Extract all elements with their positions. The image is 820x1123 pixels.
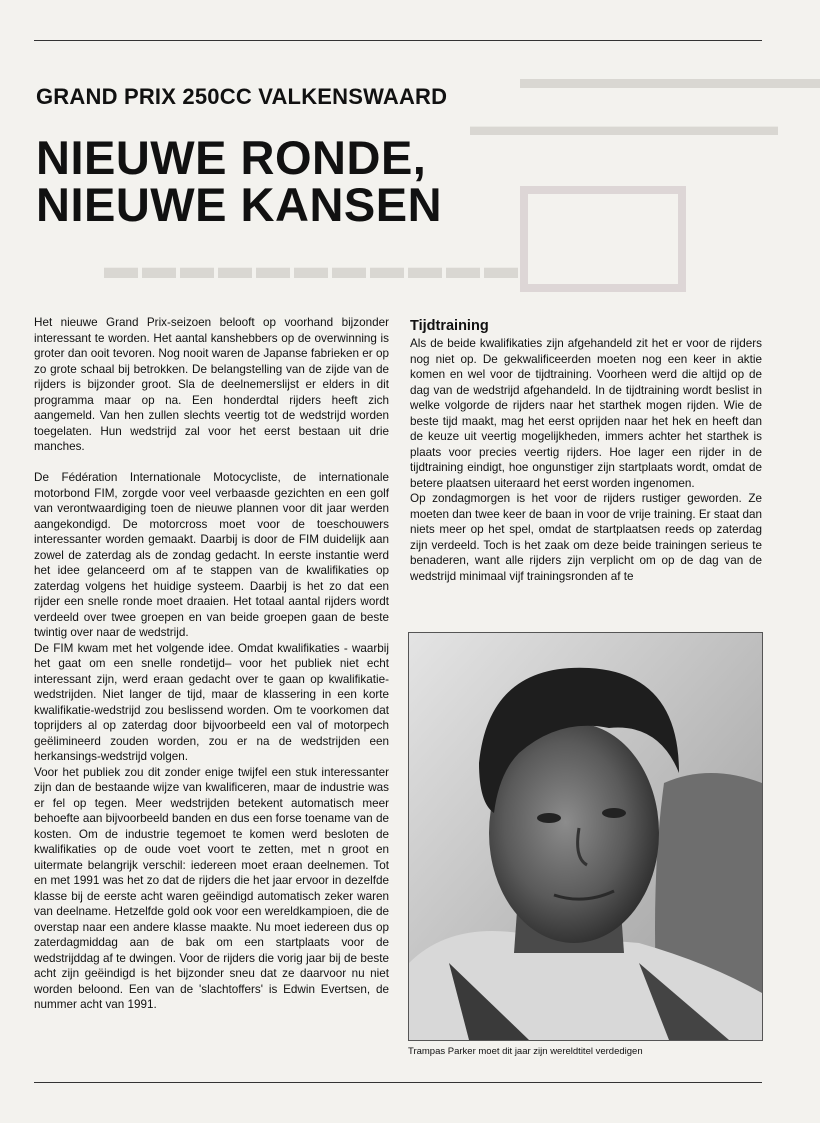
headline-line-1: NIEUWE RONDE, <box>36 131 427 184</box>
rider-portrait-image <box>409 633 762 1040</box>
photo-caption: Trampas Parker moet dit jaar zijn wereldtitel verdedigen <box>408 1046 643 1057</box>
top-rule <box>34 40 762 41</box>
body-paragraph: Voor het publiek zou dit zonder enige twijfel een stuk interessanter zijn dan de bestaande wijze van kwalificeren, maar de industrie was er fel op tegen. Meer wedstrijden betekent automatisch meer behoefte aan bijvoorbeeld banden en dus een forse toename van de kosten. Om de industrie tegemoet te komen werd besloten de kwalifikaties op de oude voet voort te zetten, met n groot en uitermate belangrijk verschil: iedereen moet eraan deelnemen. Tot en met 1991 was het zo dat de rijders die het jaar ervoor in dezelfde klasse bij de eerste acht waren geëindigd automatisch zeker waren van deelname. Hetzelfde gold ook voor een wereldkampioen, die de overstap naar een andere klasse maakte. Nu moet iedereen dus op zaterdagmiddag aan de bak om een startplaats voor de wedstrijddag af te dwingen. Voor de rijders die vorig jaar bij de beste acht zijn geëindigd is het bijzonder sneu dat ze daarvoor nu niet worden beloond. Een van de 'slachtoffers' is Edwin Evertsen, de nummer acht van 1991. <box>34 765 389 1011</box>
body-paragraph: De Fédération Internationale Motocycliste, de internationale motorbond FIM, zorgde voor veel verbaasde gezichten en een golf van verontwaardiging toen de nieuwe plannen voor dit jaar werden aangekondigd. De motorcross moet voor de toeschouwers interessanter worden gemaakt. Daarbij is door de FIM duidelijk aan zowel de zaterdag als de zondag gedacht. In eerste instantie werd het idee gelanceerd om af te stappen van de kwalifikaties op zaterdag volgens het huidige systeem. Daarbij is het zo dat een rijder een snelle ronde moet draaien. Het totaal aantal rijders wordt verdeeld over twee groepen en van beide groepen gaan de beste twintig over naar de wedstrijd. <box>34 471 389 639</box>
body-paragraph: Als de beide kwalifikaties zijn afgehandeld zit het er voor de rijders nog niet op. De gekwalificeerden moeten nog een keer in aktie komen en wel voor de tijdtraining. Voorheen werd die altijd op de dag van de wedstrijd afgehandeld. In de tijdtraining wordt beslist in welke volgorde de rijders naar het starthek mogen rijden. Wie de beste tijd maakt, mag het eerst oprijden naar het hek en heeft dan de keuze uit veertig mogelijkheden, immers achter het starthek is plaats voor precies veertig rijders. Hoe lager een rijder in de tijdtraining eindigt, hoe ongunstiger zijn startplaats wordt, omdat de betere plaatsen uiteraard het eerst worden ingenomen. <box>410 337 762 490</box>
body-paragraph: Op zondagmorgen is het voor de rijders rustiger geworden. Ze moeten dan twee keer de baan in voor de vrije training. Er staat dan niets meer op het spel, omdat de startplaatsen reeds op zaterdag zijn verdeeld. Toch is het zaak om deze beide trainingen serieus te benaderen, want alle rijders zijn verplicht om op de dag van de wedstrijd minimaal vijf trainingsronden af te <box>410 492 762 583</box>
rider-photo <box>408 632 763 1041</box>
section-subheading: Tijdtraining <box>410 318 489 334</box>
left-column <box>34 315 389 1013</box>
article-kicker: GRAND PRIX 250CC VALKENSWAARD <box>36 84 448 109</box>
bleed-through-text: ▬▬▬▬▬▬▬▬▬▬▬ <box>470 110 778 141</box>
headline-line-2: NIEUWE KANSEN <box>36 178 443 231</box>
body-paragraph: Het nieuwe Grand Prix-seizoen belooft op voorhand bijzonder interessant te worden. Het aantal kanshebbers op de overwinning is groter dan ooit tevoren. Nog nooit waren de Japanse fabrieken er op zo grote schaal bij betrokken. De belangstelling van de zijde van de rijders is bijzonder groot. Sla de deelnemerslijst er elders in dit programma maar op na. Een honderdtal rijders heeft zich aangemeld. Van hen zullen slechts veertig tot de wedstrijd worden toegelaten. Hun wedstrijd zal voor het eerst bestaan uit drie manches. <box>34 316 389 453</box>
bottom-rule <box>34 1082 762 1083</box>
body-paragraph: De FIM kwam met het volgende idee. Omdat kwalifikaties - waarbij het gaat om een snelle rondetijd– voor het publiek niet echt interessant zijn, werd eraan gedacht over te gaan op kwalifikatie-wedstrijden. Niet langer de tijd, maar de klassering in een korte kwalifikatie-wedstrijd zou beslissend worden. Om te voorkomen dat toprijders al op zaterdag door bijvoorbeeld een val of motorpech geëlimineerd zouden worden, zou er na de wedstrijden een herkansings-wedstrijd volgen. <box>34 641 389 763</box>
article-headline <box>36 131 443 231</box>
bleed-through-logo <box>520 186 686 292</box>
bleed-through-text: ▬▬▬▬▬▬▬▬▬▬▬ <box>100 248 518 286</box>
bleed-through-text: ▬▬▬▬▬▬▬▬▬▬ <box>520 62 820 95</box>
right-column <box>410 318 762 584</box>
